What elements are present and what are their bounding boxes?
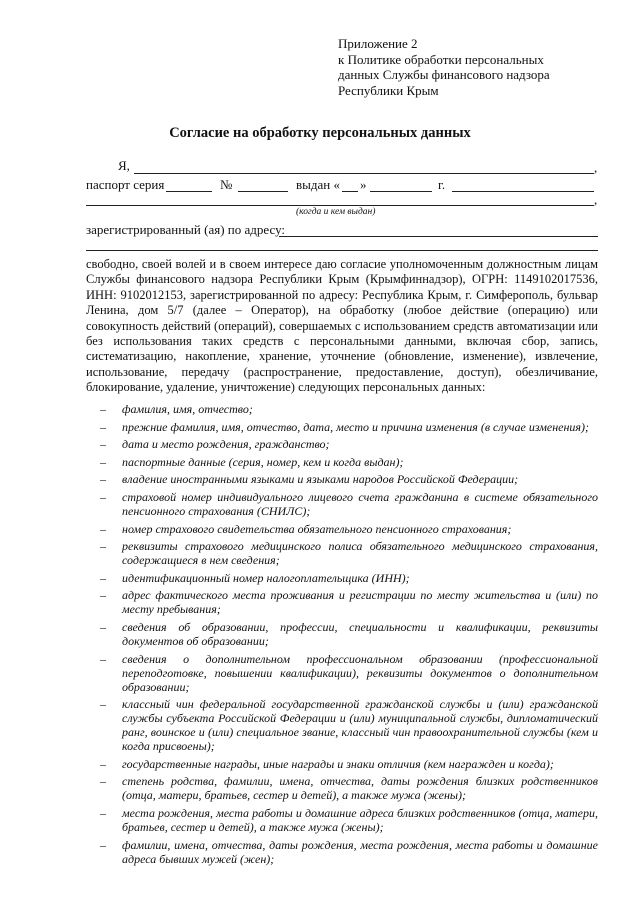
list-item	[100, 420, 598, 434]
dash-bullet: –	[100, 402, 106, 416]
registered-address-field[interactable]	[279, 236, 598, 237]
dash-bullet: –	[100, 570, 106, 585]
list-item-text: владение иностранными языками и языками народов Российской Федерации;	[122, 472, 519, 487]
issued-label: выдан «	[296, 177, 340, 192]
dash-bullet: –	[100, 697, 106, 712]
appendix-header	[338, 36, 550, 98]
dash-bullet: –	[100, 774, 106, 789]
dash-bullet: –	[100, 521, 106, 536]
dash-bullet: –	[100, 454, 106, 469]
dash-bullet: –	[100, 651, 106, 666]
dash-bullet: –	[100, 619, 106, 634]
list-item-text: номер страхового свидетельства обязательного пенсионного страхования;	[122, 521, 512, 536]
list-item-text: места рождения, места работы и домашние адреса близких родственников (отца, матери, братьев, сестер и детей), а также мужа (жены);	[122, 805, 598, 834]
list-item-text: прежние фамилия, имя, отчество, дата, место и причина изменения (в случае изменения);	[122, 419, 590, 434]
list-item-text: дата и место рождения, гражданство;	[122, 437, 330, 452]
list-item	[100, 774, 598, 802]
issued-day-field[interactable]	[342, 191, 358, 192]
full-name-field[interactable]	[134, 173, 594, 174]
list-item-text: фамилии, имена, отчества, даты рождения, места рождения, места работы и домашние адреса бывших мужей (жен);	[122, 837, 598, 866]
dash-bullet: –	[100, 805, 106, 820]
list-item	[100, 588, 598, 616]
list-item	[100, 620, 598, 648]
dash-bullet: –	[100, 588, 106, 603]
issued-quote-close: »	[360, 177, 367, 192]
passport-number-field[interactable]	[238, 191, 288, 192]
list-item	[100, 757, 598, 771]
dash-bullet: –	[100, 437, 106, 452]
list-item	[100, 838, 598, 866]
list-item	[100, 652, 598, 694]
dash-bullet: –	[100, 539, 106, 554]
list-item-text: фамилия, имя, отчество;	[122, 402, 253, 416]
list-item	[100, 571, 598, 585]
document-title: Согласие на обработку персональных данных	[169, 125, 471, 141]
list-item-text: сведения о дополнительном профессиональном образовании (профессиональной переподготовке, повышении квалификации), реквизиты документов о дополнительном образовании;	[122, 651, 598, 694]
list-item-text: идентификационный номер налогоплательщика (ИНН);	[122, 570, 410, 585]
appendix-line: данных Службы финансового надзора	[338, 67, 550, 82]
ya-label: Я,	[118, 158, 130, 173]
passport-number-label: №	[220, 177, 233, 192]
list-item-text: сведения об образовании, профессии, специальности и квалификации, реквизиты документов об образовании;	[122, 619, 598, 648]
dash-bullet: –	[100, 419, 106, 434]
list-item-text: реквизиты страхового медицинского полиса обязательного медицинского страхования, содержащиеся в нем сведения;	[122, 539, 598, 568]
list-item-text: государственные награды, иные награды и знаки отличия (кем награжден и когда);	[122, 756, 554, 771]
issued-by-field-2[interactable]	[86, 205, 594, 206]
list-item	[100, 539, 598, 567]
list-item	[100, 472, 598, 486]
personal-data-list	[100, 402, 598, 869]
issued-year-label: г.	[438, 177, 446, 192]
list-item-text: страховой номер индивидуального лицевого счета гражданина в системе обязательного пенсионного страхования (СНИЛС);	[122, 489, 598, 518]
list-item	[100, 455, 598, 469]
registered-address-field-2[interactable]	[86, 250, 598, 251]
dash-bullet: –	[100, 837, 106, 852]
appendix-line: к Политике обработки персональных	[338, 51, 544, 67]
passport-series-field[interactable]	[166, 191, 212, 192]
issued-month-field[interactable]	[370, 191, 432, 192]
list-item	[100, 697, 598, 753]
dash-bullet: –	[100, 756, 106, 771]
dash-bullet: –	[100, 472, 106, 487]
dash-bullet: –	[100, 489, 106, 504]
issued-hint: (когда и кем выдан)	[296, 207, 376, 217]
issued-by-field[interactable]	[452, 191, 594, 192]
appendix-line: Республики Крым	[338, 82, 439, 98]
list-item-text: классный чин федеральной государственной гражданской службы и (или) гражданской службы субъекта Российской Федерации и (или) муниципальной службы, дипломатический ранг, воинское и (или) специальное звание, классный чин правоохранительной службы (кем и когда присвоены);	[122, 697, 598, 754]
registered-address-label: зарегистрированный (ая) по адресу:	[86, 222, 286, 237]
list-item	[100, 806, 598, 834]
passport-series-label: паспорт серия	[86, 177, 165, 192]
list-item	[100, 522, 598, 536]
list-item-text: паспортные данные (серия, номер, кем и когда выдан);	[122, 454, 404, 469]
list-item-text: степень родства, фамилии, имена, отчества, даты рождения близких родственников (отца, матери, братьев, сестер и детей), а также мужа (жены);	[122, 774, 598, 803]
list-item	[100, 437, 598, 451]
appendix-line: Приложение 2	[338, 36, 418, 51]
list-item	[100, 402, 598, 416]
ya-line-end: ,	[594, 160, 598, 175]
list-item	[100, 490, 598, 518]
list-item-text: адрес фактического места проживания и регистрации по месту жительства и (или) по месту пребывания;	[122, 588, 598, 617]
consent-body-text: свободно, своей волей и в своем интересе даю согласие уполномоченным должностным лицам Службы финансового надзора Республики Крым (Крымфиннадзор), ОГРН: 1149102017536, ИНН: 9102012153, зарегистрированной по адресу: Республика Крым, г. Симферополь, бульвар Ленина, дом 5/7 (далее – Оператор), на обработку (любое действие (операцию) или совокупность действий (операций), совершаемых с использованием средств автоматизации или без использования таких средств с персональными данными, включая сбор, запись, систематизацию, накопление, хранение, уточнение (обновление, изменение), извлечение, использование, передачу (распространение, предоставление, доступ), обезличивание, блокирование, удаление, уничтожение) следующих персональных данных:	[86, 257, 598, 395]
line3-end: ,	[594, 192, 598, 207]
